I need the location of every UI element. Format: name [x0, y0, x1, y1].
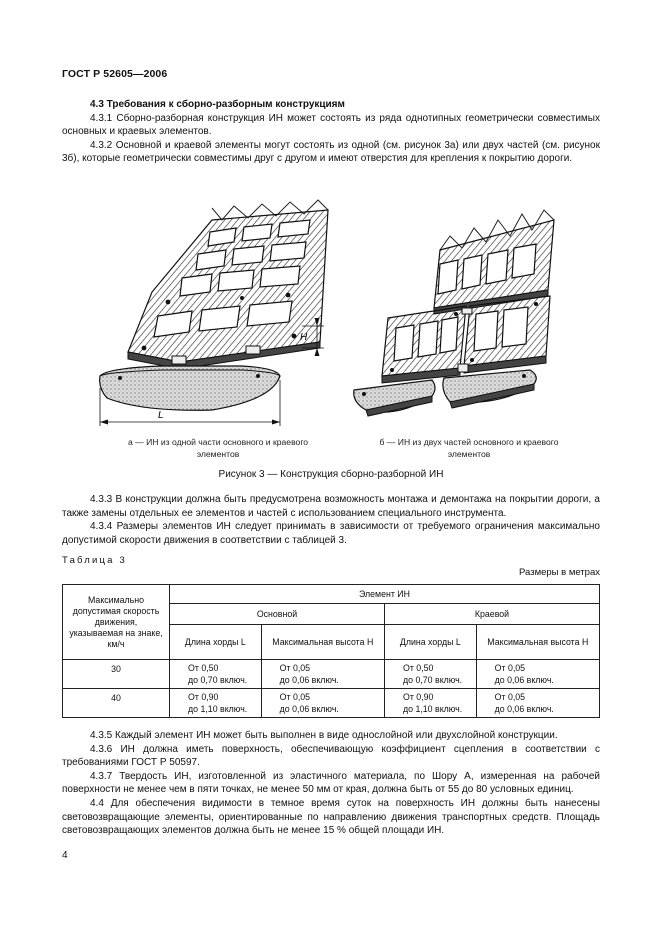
figure-a-drawing [100, 200, 328, 426]
paragraph-4-3-2: 4.3.2 Основной и краевой элементы могут состоять из одной (см. рисунок 3а) или двух частей (см. рисунок 3б), которые геометрически совместимы друг с другом и имеют отверстия для крепления к покрытию дороги. [62, 139, 600, 165]
cell-edge-height: От 0,05 до 0,06 включ. [476, 660, 599, 689]
paragraphs-after-figure [62, 493, 600, 547]
figure-3-drawing [62, 180, 602, 460]
paragraph-4-4: 4.4 Для обеспечения видимости в темное время суток на поверхность ИН должны быть нанесены световозвращающие элементы, ориентированные по направлению движения транспортных средств. Площадь световозвращающих элементов должна быть не менее 15 % общей площади ИН. [62, 797, 600, 837]
cell-edge-chord: От 0,90 до 1,10 включ. [384, 689, 476, 718]
table-row [63, 660, 600, 689]
header-edge: Краевой [384, 604, 599, 625]
table-header-row-1 [63, 585, 600, 604]
label-h: H [300, 332, 308, 343]
caption-b: б — ИН из двух частей основного и краевого элементов [379, 437, 559, 459]
paragraph-4-3-5: 4.3.5 Каждый элемент ИН может быть выполнен в виде однослойной или двухслойной конструкции. [90, 730, 558, 741]
document-header: ГОСТ Р 52605—2006 [62, 68, 168, 80]
cell-speed: 30 [63, 660, 170, 689]
table-label: Таблица 3 [62, 555, 127, 566]
cell-main-chord: От 0,90 до 1,10 включ. [170, 689, 262, 718]
cell-main-height: От 0,05 до 0,06 включ. [261, 689, 384, 718]
figure-caption: Рисунок 3 — Конструкция сборно-разборной ИН [218, 469, 444, 480]
header-element: Элемент ИН [170, 585, 600, 604]
cell-edge-height: От 0,05 до 0,06 включ. [476, 689, 599, 718]
cell-edge-chord: От 0,50 до 0,70 включ. [384, 660, 476, 689]
page-number: 4 [62, 850, 68, 861]
paragraph-4-3-6: 4.3.6 ИН должна иметь поверхность, обеспечивающую коэффициент сцепления в соответствии с требованиями ГОСТ Р 50597. [62, 743, 600, 769]
caption-a: а — ИН из одной части основного и краевого элементов [127, 437, 309, 459]
paragraphs-end [62, 729, 600, 838]
paragraph-4-3-4: 4.3.4 Размеры элементов ИН следует принимать в зависимости от требуемого ограничения максимально допустимой скорости движения в соответствии с таблицей 3. [62, 521, 600, 546]
figure-3 [62, 180, 602, 460]
header-edge-height: Максимальная высота H [476, 625, 599, 660]
header-main-height: Максимальная высота H [261, 625, 384, 660]
cell-speed: 40 [63, 689, 170, 718]
paragraph-4-3-3: 4.3.3 В конструкции должна быть предусмотрена возможность монтажа и демонтажа на покрытии дороги, а также замены отдельных ее элементов и частей с использованием специального инструмента. [62, 494, 600, 519]
label-l: L [158, 410, 164, 421]
paragraph-4-3-1: 4.3.1 Сборно-разборная конструкция ИН может состоять из ряда однотипных геометрически совместимых основных и краевых элементов. [62, 112, 600, 138]
paragraph-4-3-7: 4.3.7 Твердость ИН, изготовленной из эластичного материала, по Шору А, измеренная на рабочей поверхности не менее чем в пяти точках, не менее 50 мм от края, должна быть от 55 до 80 условных единиц. [62, 770, 600, 796]
table-units: Размеры в метрах [519, 567, 600, 578]
header-edge-chord: Длина хорды L [384, 625, 476, 660]
header-main: Основной [170, 604, 385, 625]
cell-main-chord: От 0,50 до 0,70 включ. [170, 660, 262, 689]
table-3 [62, 584, 600, 718]
cell-main-height: От 0,05 до 0,06 включ. [261, 660, 384, 689]
figure-b-drawing [354, 210, 554, 416]
header-speed: Максимально допустимая скорость движения, указываемая на знаке, км/ч [63, 585, 170, 660]
header-main-chord: Длина хорды L [170, 625, 262, 660]
section-4-3 [62, 98, 600, 166]
section-title: 4.3 Требования к сборно-разборным конструкциям [90, 99, 345, 110]
table-row [63, 689, 600, 718]
